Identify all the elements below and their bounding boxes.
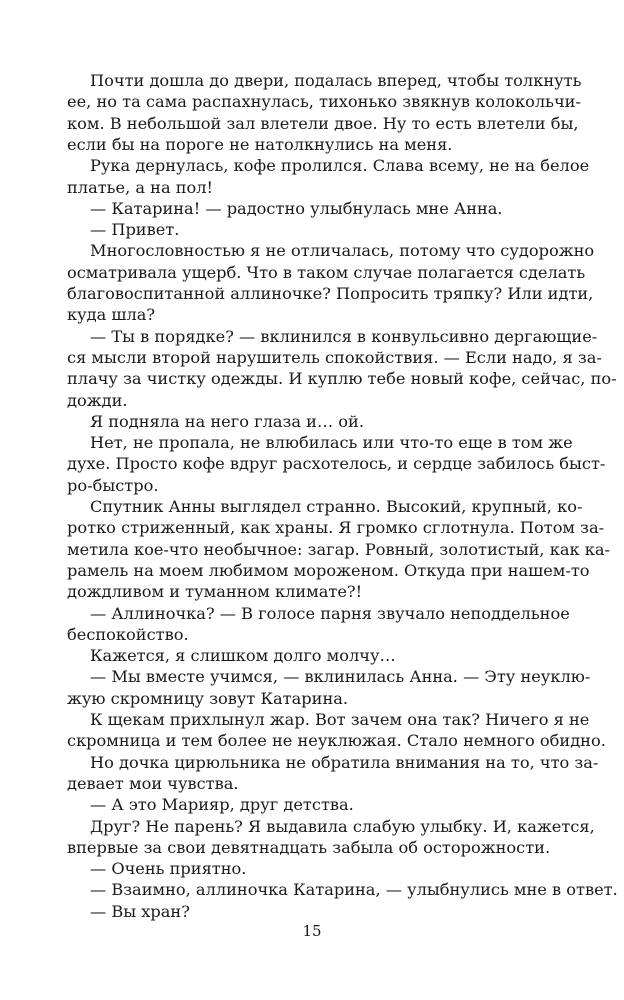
text-line: Рука дернулась, кофе пролился. Слава всему, не на белое: [90, 156, 590, 176]
text-line: девает мои чувства.: [67, 773, 239, 793]
text-line: Кажется, я слишком долго молчу…: [90, 646, 396, 666]
text-line: жую скромницу зовут Катарина.: [67, 688, 349, 708]
text-line: — Катарина! — радостно улыбнулась мне Анна.: [90, 198, 503, 218]
text-line: Спутник Анны выглядел странно. Высокий, крупный, ко-: [90, 497, 583, 516]
text-line: беспокойство.: [67, 624, 189, 644]
text-line: — Взаимно, аллиночка Катарина, — улыбнулись мне в ответ.: [90, 880, 618, 900]
text-line: дожди.: [67, 390, 128, 410]
text-line: Друг? Не парень? Я выдавила слабую улыбку. И, кажется,: [90, 816, 595, 836]
text-line: осматривала ущерб. Что в таком случае полагается сделать: [67, 262, 586, 282]
text-line: дождливом и туманном климате?!: [67, 582, 363, 602]
text-line: — Вы хран?: [90, 901, 190, 921]
text-line: скромница и тем более не неуклюжая. Стало немного обидно.: [67, 731, 606, 751]
text-line: духе. Просто кофе вдруг расхотелось, и сердце забилось быст-: [67, 454, 606, 474]
text-line: ее, но та сама распахнулась, тихонько звякнув колокольчи-: [67, 92, 581, 112]
text-line: если бы на пороге не натолкнулись на меня.: [67, 134, 453, 154]
text-line: Многословностью я не отличалась, потому что судорожно: [90, 241, 595, 261]
text-line: Нет, не пропала, не влюбилась или что-то еще в том же: [90, 433, 573, 453]
text-line: платье, а на пол!: [67, 177, 214, 197]
text-line: ком. В небольшой зал влетели двое. Ну то есть влетели бы,: [67, 113, 579, 133]
text-line: метила кое-что необычное: загар. Ровный, золотистый, как ка-: [67, 539, 610, 559]
text-line: рамель на моем любимом мороженом. Откуда при нашем-то: [67, 560, 590, 580]
text-line: благовоспитанной аллиночке? Попросить тряпку? Или идти,: [67, 284, 594, 303]
text-line: — А это Марияр, друг детства.: [90, 795, 354, 815]
text-line: ся мысли второй нарушитель спокойствия. — Если надо, я за-: [67, 347, 602, 367]
text-line: ро-быстро.: [67, 475, 159, 495]
text-line: плачу за чистку одежды. И куплю тебе новый кофе, сейчас, по-: [67, 369, 617, 389]
text-line: К щекам прихлынул жар. Вот зачем она так? Ничего я не: [90, 710, 590, 729]
text-line: Но дочка цирюльника не обратила внимания на то, что за-: [90, 752, 599, 772]
text-line: впервые за свои девятнадцать забыла об осторожности.: [67, 837, 551, 857]
text-line: — Очень приятно.: [90, 859, 247, 879]
text-line: Я подняла на него глаза и… ой.: [90, 411, 364, 431]
text-line: — Ты в порядке? — вклинился в конвульсивно дергающие-: [90, 326, 598, 346]
text-line: ротко стриженный, как храны. Я громко сглотнула. Потом за-: [67, 518, 605, 538]
page-number: 15: [302, 922, 322, 940]
text-line: — Мы вместе учимся, — вклинилась Анна. — Эту неуклю-: [90, 667, 591, 687]
text-line: куда шла?: [67, 305, 156, 325]
text-line: — Аллиночка? — В голосе парня звучало неподдельное: [90, 603, 570, 623]
text-line: Почти дошла до двери, подалась вперед, чтобы толкнуть: [90, 71, 582, 90]
text-line: — Привет.: [90, 220, 180, 240]
